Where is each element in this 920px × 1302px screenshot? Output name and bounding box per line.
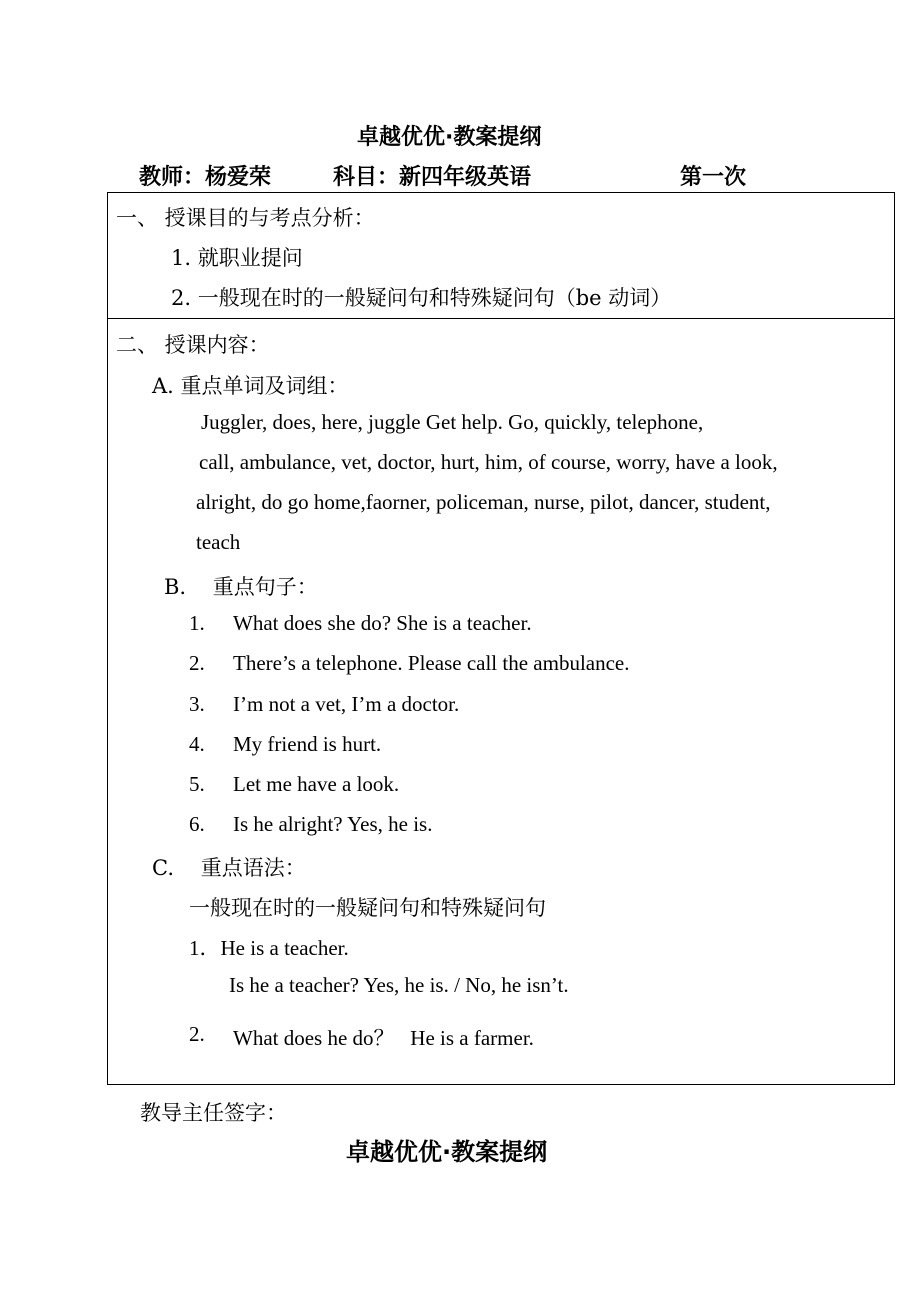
signature-label: 教导主任签字： (140, 1101, 287, 1125)
sentence-text: What does she do? She is a teacher. (233, 611, 532, 635)
grammar-intro: 一般现在时的一般疑问句和特殊疑问句 (189, 896, 546, 920)
sentence-number: 1. (189, 611, 205, 635)
vocab-line: alright, do go home,faorner, policeman, nurse, pilot, dancer, student, (196, 490, 771, 514)
sentence-text: I’m not a vet, I’m a doctor. (233, 692, 460, 716)
vocab-line: Juggler, does, here, juggle Get help. Go, quickly, telephone, (201, 410, 704, 434)
session-label: 第一次 (680, 165, 747, 190)
section1-item: 1. 就职业提问 (171, 246, 303, 270)
page-title: 卓越优优·教案提纲 (357, 125, 542, 150)
sentence-number: 5. (189, 772, 205, 796)
sentence-number: 6. (189, 812, 205, 836)
vocab-line: call, ambulance, vet, doctor, hurt, him, of course, worry, have a look, (199, 450, 778, 474)
footer-title: 卓越优优·教案提纲 (346, 1138, 548, 1166)
section2-heading: 二、 授课内容： (116, 333, 270, 357)
grammar-example-1-answer: Is he a teacher? Yes, he is. / No, he isn’t. (229, 973, 569, 997)
section1-heading: 一、 授课目的与考点分析： (116, 206, 375, 230)
subject-label: 科目：新四年级英语 (333, 165, 532, 190)
sentence-text: Is he alright? Yes, he is. (233, 812, 433, 836)
sentences-heading: B. 重点句子： (164, 575, 318, 599)
section1-item: 2. 一般现在时的一般疑问句和特殊疑问句（be 动词） (171, 286, 672, 310)
sentence-number: 2. (189, 651, 205, 675)
sentence-number: 4. (189, 732, 205, 756)
vocab-line: teach (196, 530, 241, 554)
grammar-example-2: What does he do？ He is a farmer. (233, 1026, 534, 1050)
grammar-example-1: 1．He is a teacher. (189, 936, 349, 960)
vocab-heading: A. 重点单词及词组： (152, 374, 349, 398)
teacher-label: 教师：杨爱荣 (139, 165, 272, 190)
grammar-example-2-number: 2. (189, 1022, 205, 1046)
sentence-number: 3. (189, 692, 205, 716)
sentence-text: My friend is hurt. (233, 732, 382, 756)
sentence-text: There’s a telephone. Please call the ambulance. (233, 651, 630, 675)
grammar-heading: C. 重点语法： (152, 856, 306, 880)
sentence-text: Let me have a look. (233, 772, 400, 796)
table-row-divider (107, 318, 895, 319)
